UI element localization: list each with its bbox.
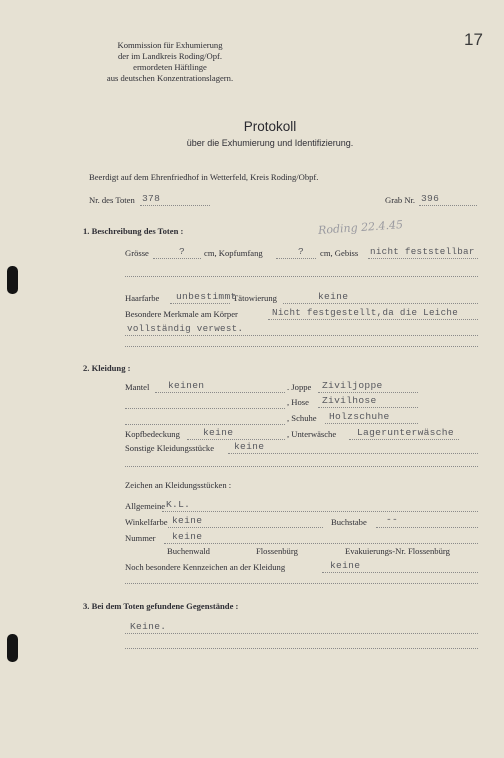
section1-heading: 1. Beschreibung des Toten :	[83, 226, 184, 236]
headwear-label: Kopfbedeckung	[125, 429, 180, 439]
size-line	[153, 258, 201, 259]
blank-line-1	[125, 276, 478, 277]
cm-head-label: cm, Kopfumfang	[204, 248, 263, 258]
jacket-label: . Joppe	[287, 382, 312, 392]
other-marks-line	[322, 572, 478, 573]
blank-line-4	[125, 424, 285, 425]
document-subtitle: über die Exhumierung und Identifizierung.	[186, 138, 354, 148]
headwear-line	[187, 439, 285, 440]
dead-number-value: 378	[142, 193, 161, 204]
number-label: Nummer	[125, 533, 156, 543]
camp-flossenbuerg: Flossenbürg	[256, 546, 298, 556]
punch-hole-bottom	[7, 634, 18, 662]
commission-line-1: Kommission für Exhumierung	[117, 40, 223, 50]
found-items-line	[125, 633, 478, 634]
underwear-value: Lagerunterwäsche	[357, 427, 454, 438]
grave-number-value: 396	[421, 193, 440, 204]
general-label: Allgemeine	[125, 501, 166, 511]
trousers-line	[318, 407, 418, 408]
blank-line-7	[125, 648, 478, 649]
shoes-value: Holzschuhe	[329, 411, 390, 422]
found-items-value: Keine.	[130, 621, 167, 632]
other-marks-value: keine	[330, 560, 361, 571]
angle-color-line	[168, 527, 323, 528]
shoes-label: , Schuhe	[287, 413, 317, 423]
head-value: ?	[298, 246, 305, 257]
blank-line-6	[125, 583, 478, 584]
hair-label: Haarfarbe	[125, 293, 160, 303]
marks-value-1: Nicht festgestellt,da die Leiche	[272, 307, 459, 318]
camp-buchenwald: Buchenwald	[167, 546, 210, 556]
hair-line	[170, 303, 230, 304]
size-label: Grösse	[125, 248, 149, 258]
other-marks-label: Noch besondere Kennzeichen an der Kleidung	[125, 562, 286, 572]
tattoo-label: Tätowierung	[233, 293, 277, 303]
camp-evacuation-number: Evakuierungs-Nr. Flossenbürg	[345, 546, 450, 556]
burial-text: Beerdigt auf dem Ehrenfriedhof in Wetterfeld, Kreis Roding/Obpf.	[89, 172, 319, 182]
letter-label: Buchstabe	[331, 517, 367, 527]
grave-number-label: Grab Nr.	[385, 195, 416, 205]
commission-line-2: der im Landkreis Roding/Opf.	[117, 51, 223, 61]
trousers-value: Zivilhose	[322, 395, 377, 406]
document-title: Protokoll	[243, 119, 297, 134]
head-line	[276, 258, 316, 259]
teeth-line	[368, 258, 478, 259]
marks-value-2: vollständig verwest.	[127, 323, 244, 334]
other-clothing-line	[228, 453, 478, 454]
marks-line-1	[268, 319, 478, 320]
headwear-value: keine	[203, 427, 234, 438]
handwritten-note: Roding 22.4.45	[317, 218, 404, 237]
blank-line-5	[125, 466, 478, 467]
commission-line-3: ermordeten Häftlinge	[133, 62, 207, 72]
shoes-line	[325, 423, 418, 424]
underwear-line	[349, 439, 459, 440]
cm-teeth-label: cm, Gebiss	[320, 248, 359, 258]
dead-number-label: Nr. des Toten	[89, 195, 135, 205]
section3-heading: 3. Bei dem Toten gefundene Gegenstände :	[83, 601, 239, 611]
tattoo-line	[283, 303, 478, 304]
number-line	[164, 543, 478, 544]
other-clothing-value: keine	[234, 441, 265, 452]
commission-line-4: aus deutschen Konzentrationslagern.	[106, 73, 234, 83]
other-clothing-label: Sonstige Kleidungsstücke	[125, 443, 215, 453]
grave-number-line	[419, 205, 477, 206]
dead-number-line	[140, 205, 210, 206]
size-value: ?	[179, 246, 186, 257]
letter-value: --	[386, 514, 399, 525]
clothing-marks-heading: Zeichen an Kleidungsstücken :	[125, 480, 232, 490]
letter-line	[376, 527, 478, 528]
coat-label: Mantel	[125, 382, 150, 392]
tattoo-value: keine	[318, 291, 349, 302]
blank-line-3	[125, 408, 285, 409]
coat-value: keinen	[168, 380, 205, 391]
punch-hole-top	[7, 266, 18, 294]
section2-heading: 2. Kleidung :	[83, 363, 131, 373]
general-value: K.L.	[166, 499, 191, 510]
general-line	[162, 511, 478, 512]
number-value: keine	[172, 531, 203, 542]
coat-line	[155, 392, 285, 393]
underwear-label: , Unterwäsche	[287, 429, 337, 439]
jacket-line	[318, 392, 418, 393]
marks-line-2	[125, 335, 478, 336]
jacket-value: Ziviljoppe	[322, 380, 383, 391]
angle-color-value: keine	[172, 515, 203, 526]
blank-line-2	[125, 346, 478, 347]
page-number: 17	[464, 30, 483, 49]
teeth-value: nicht feststellbar	[370, 246, 475, 257]
hair-value: unbestimmt	[176, 291, 237, 302]
marks-label: Besondere Merkmale am Körper	[125, 309, 238, 319]
trousers-label: , Hose	[287, 397, 309, 407]
angle-color-label: Winkelfarbe	[125, 517, 168, 527]
